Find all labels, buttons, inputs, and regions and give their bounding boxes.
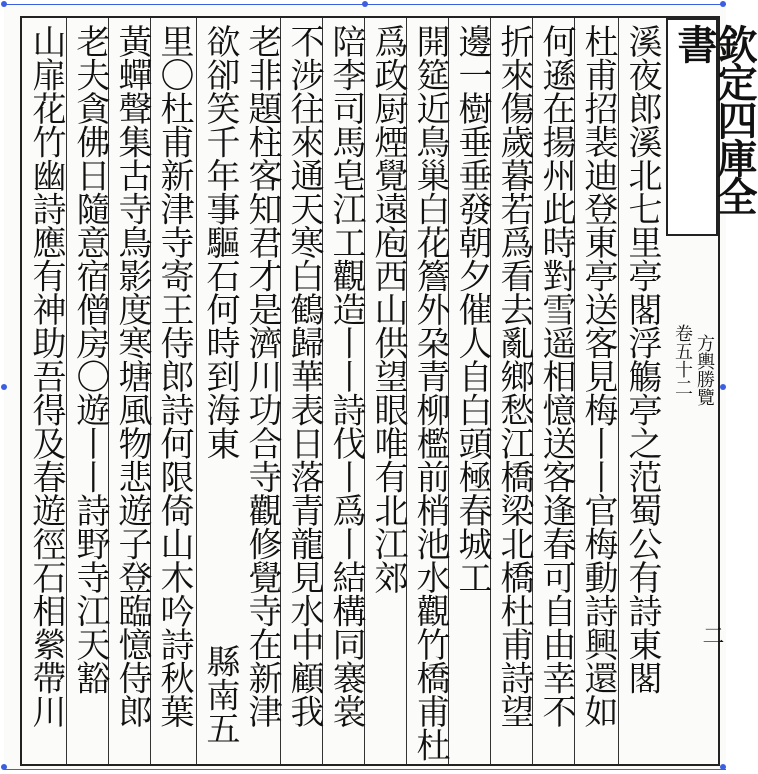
text-column-8: 陪李司馬皂江工觀造丨丨詩伐丨爲丨結構同褰裳 xyxy=(326,24,366,728)
document-page xyxy=(4,4,758,770)
text-column-16: 山扉花竹幽詩應有神助吾得及春遊徑石相縈帶川 xyxy=(26,24,66,728)
page-number: 二 xyxy=(699,624,724,646)
text-column-3: 何遜在揚州此時對雪遥相憶送客逢春可自由幸不 xyxy=(536,24,576,728)
text-column-14: 黃蟬聲集古寺鳥影度寒塘風物悲遊子登臨憶侍郎 xyxy=(112,24,152,728)
resize-handle-bottom-left[interactable] xyxy=(1,764,7,770)
resize-handle-right[interactable] xyxy=(720,384,726,390)
resize-handle-bottom-right[interactable] xyxy=(720,764,726,770)
resize-handle-top-left[interactable] xyxy=(1,1,7,7)
resize-handle-top[interactable] xyxy=(362,1,368,7)
text-column-15: 老夫貪佛日隨意宿僧房〇遊丨丨詩野寺江天豁 xyxy=(70,24,110,694)
text-column-13: 里〇杜甫新津寺寄王侍郎詩何限倚山木吟詩秋葉 xyxy=(154,24,194,728)
text-column-6: 開筵近鳥巢白花簷外朶青柳檻前梢池水觀竹橋甫杜 xyxy=(410,24,450,761)
text-column-4: 折來傷歲暮若爲看去亂鄉愁江橋梁北橋杜甫詩望 xyxy=(494,24,534,728)
text-column-10: 老非題柱客知君才是濟川功合寺觀修覺寺在新津 xyxy=(242,24,282,728)
book-label: 方輿勝覽 xyxy=(694,334,715,406)
text-column-1: 溪夜郎溪北七里亭閣浮觴亭之范蜀公有詩東閣 xyxy=(622,24,662,694)
text-column-5: 邊一樹垂垂發朝夕催人自白頭極春城工 xyxy=(452,24,492,594)
text-column-11: 縣南五 xyxy=(200,644,240,745)
text-column-12: 欲卻笑千年事驅石何時到海東 xyxy=(200,24,240,460)
text-column-2: 杜甫招裴迪登東亭送客見梅丨丨官梅動詩興還如 xyxy=(578,24,618,728)
book-title: 欽定四庫全書 xyxy=(671,24,758,214)
resize-handle-left[interactable] xyxy=(1,384,7,390)
volume-label: 卷五十二 xyxy=(672,324,693,396)
text-column-9: 不涉往來通天寒白鶴歸華表日落青龍見水中顧我 xyxy=(284,24,324,728)
title-box xyxy=(666,18,758,236)
text-column-7: 爲政厨煙覺遠庖西山供望眼唯有北江郊 xyxy=(368,24,408,594)
resize-handle-top-right[interactable] xyxy=(720,1,726,7)
